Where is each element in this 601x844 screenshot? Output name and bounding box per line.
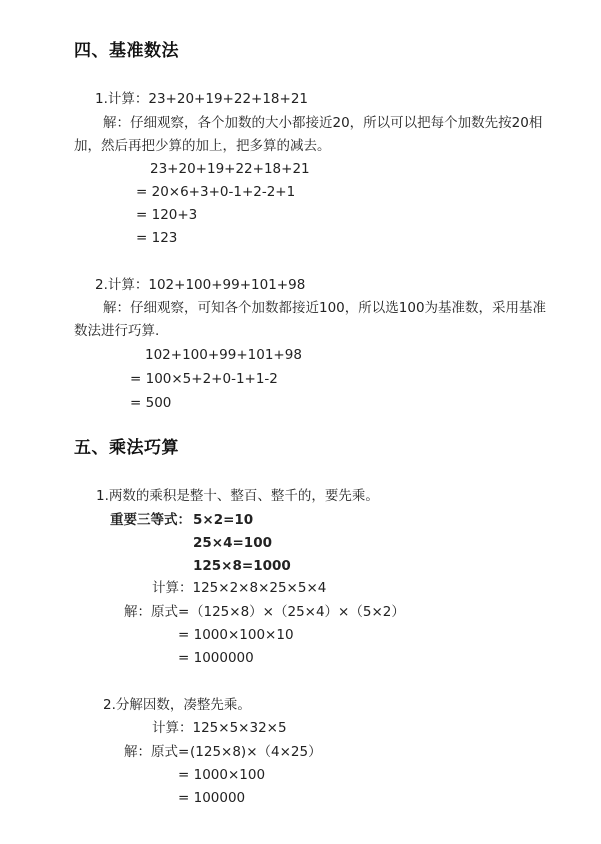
- problem-2-step: 102+100+99+101+98: [145, 347, 302, 363]
- equality: 25×4=100: [193, 535, 272, 551]
- rule-2-solution: (125×8)×（4×25）: [190, 744, 322, 760]
- rule-1-calc: 计算：125×2×8×25×5×4: [152, 580, 327, 596]
- rule-1-step: = 1000×100×10: [178, 627, 294, 643]
- section-heading-benchmark: 四、基准数法: [74, 41, 179, 61]
- problem-1-step: = 20×6+3+0-1+2-2+1: [136, 184, 296, 200]
- rule-2-calc: 计算：125×5×32×5: [152, 720, 287, 736]
- problem-1-explanation: 解：仔细观察，各个加数的大小都接近20，所以可以把每个加数先按20相: [103, 115, 543, 131]
- problem-2-explanation-cont: 数法进行巧算.: [74, 323, 160, 339]
- problem-2-title: 2.计算：102+100+99+101+98: [95, 277, 306, 293]
- problem-1-step: = 120+3: [136, 207, 198, 223]
- rule-2-step: = 100000: [178, 790, 246, 806]
- equality: 5×2=10: [193, 512, 254, 528]
- problem-2-step: = 100×5+2+0-1+1-2: [130, 371, 278, 387]
- section-heading-multiplication: 五、乘法巧算: [74, 438, 179, 458]
- rule-2-step: = 1000×100: [178, 767, 266, 783]
- problem-1-title: 1.计算：23+20+19+22+18+21: [95, 91, 309, 107]
- equalities-label: 重要三等式：: [110, 512, 191, 528]
- rule-1-title: 1.两数的乘积是整十、整百、整千的，要先乘。: [96, 488, 379, 504]
- rule-2-solution-label: 解：原式=: [124, 744, 190, 760]
- rule-1-step: = 1000000: [178, 650, 254, 666]
- problem-1-step: 23+20+19+22+18+21: [150, 161, 310, 177]
- rule-2-title: 2.分解因数，凑整先乘。: [103, 697, 251, 713]
- rule-1-solution: （125×8）×（25×4）×（5×2）: [190, 604, 405, 620]
- equality: 125×8=1000: [193, 558, 291, 574]
- problem-2-step: = 500: [130, 395, 172, 411]
- problem-1-explanation-cont: 加，然后再把少算的加上，把多算的减去。: [74, 138, 331, 154]
- problem-2-explanation: 解：仔细观察，可知各个加数都接近100，所以选100为基准数，采用基准: [103, 300, 547, 316]
- rule-1-solution-label: 解：原式=: [124, 604, 190, 620]
- problem-1-step: = 123: [136, 230, 178, 246]
